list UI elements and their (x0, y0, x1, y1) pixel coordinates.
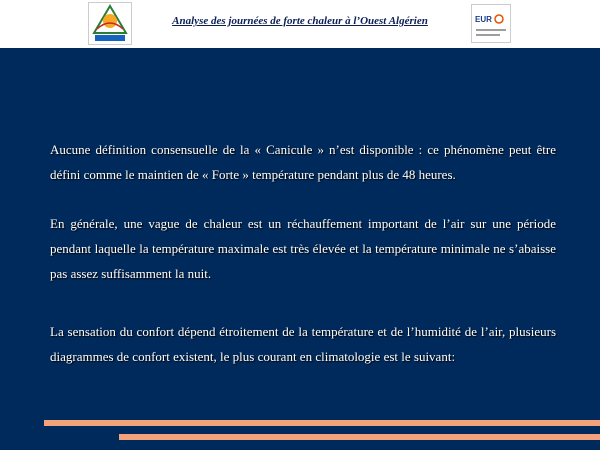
paragraph-vague-de-chaleur: En générale, une vague de chaleur est un réchauffement important de l’air sur une période pendant laquelle la température maximale est très élevée et la température minimale ne s’abaisse pas assez suffisamment la nuit. (50, 216, 556, 281)
header-band (0, 0, 600, 48)
header-title: Analyse des journées de forte chaleur à l’Ouest Algérien (172, 15, 428, 27)
accent-bar-top (44, 420, 600, 426)
paragraph-confort: La sensation du confort dépend étroitement de la température et de l’humidité de l’air, plusieurs diagrammes de confort existent, le plus courant en climatologie est le suivant: (50, 324, 556, 364)
accent-bar-bottom (119, 434, 600, 440)
europa-logo (471, 4, 511, 43)
paragraph-canicule-definition: Aucune définition consensuelle de la « Canicule » n’est disponible : ce phénomène peut être défini comme le maintien de « Forte » température pendant plus de 48 heures. (50, 142, 556, 182)
crstra-logo (88, 2, 132, 45)
svg-text:EUR: EUR (475, 15, 492, 24)
